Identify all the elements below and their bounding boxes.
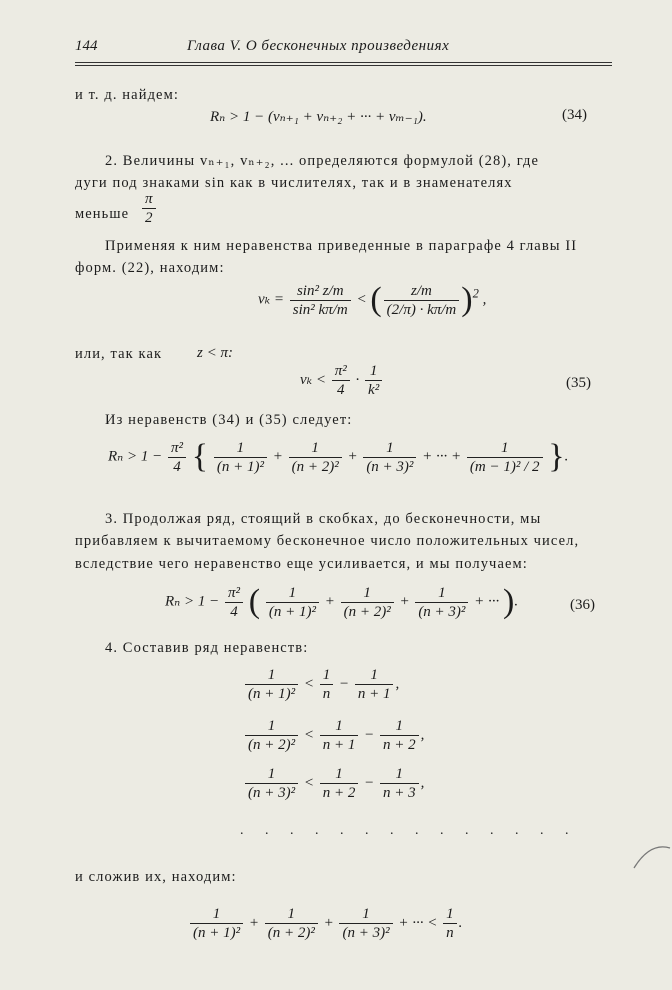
inequality-row: $\frac{1}{\text{(n + 2)²}}$ < $\frac{1}{n + 1}$ − $\frac{1}{n + 2}$ , <box>243 717 424 754</box>
text-line: или, так как <box>75 346 163 362</box>
page-number: 144 <box>75 38 98 54</box>
fraction-pi-2: $\frac{\pi}{2}$ <box>140 190 158 227</box>
running-header <box>75 38 615 60</box>
paragraph-3-line-2: форм. (22), находим: <box>75 260 225 276</box>
equation-35: vₖ < $\frac{\text{π²}}{4}$ · $\frac{1}{\text{k²}}$ <box>300 362 384 399</box>
header-rule-2 <box>75 65 612 66</box>
paragraph-2-line-2: дуги под знаками sin как в числителях, так и в знаменателях <box>75 175 513 191</box>
equation-big-bound: Rₙ > 1 − $\frac{\text{π²}}{4}$ { $\frac{1}{\text{(n + 1)²}}$ + $\frac{1}{\text{(n + 2)²}}$ + $\frac{1}{\text{(n + 3)²}}$ + ··· + $\frac{1}{\text{(m − 1)² / 2}}$ }. <box>108 438 569 475</box>
inline-condition: z < π: <box>197 345 233 361</box>
paragraph-3-line-1: Применяя к ним неравенства приведенные в параграфе 4 главы II <box>105 238 578 254</box>
paragraph-2-line-1: 2. Величины vₙ₊₁, vₙ₊₂, ... определяются формулой (28), где <box>105 153 540 169</box>
inequality-row: $\frac{1}{\text{(n + 1)²}}$ < $\frac{1}{n}$ − $\frac{1}{n + 1}$ , <box>243 666 399 703</box>
equation-36: Rₙ > 1 − $\frac{\text{π²}}{4}$ ( $\frac{1}{\text{(n + 1)²}}$ + $\frac{1}{\text{(n + 2)²}}$ + $\frac{1}{\text{(n + 3)²}}$ + ··· ). <box>165 583 519 620</box>
equation-final: $\frac{1}{\text{(n + 1)²}}$ + $\frac{1}{\text{(n + 2)²}}$ + $\frac{1}{\text{(n + 3)²}}$ + ··· < $\frac{1}{n}$ . <box>188 905 462 942</box>
running-title: Глава V. О бесконечных произведениях <box>187 38 450 54</box>
text-line: и т. д. найдем: <box>75 87 179 103</box>
header-rule <box>75 62 612 63</box>
paragraph-4-line-1: 3. Продолжая ряд, стоящий в скобках, до бесконечности, мы <box>105 511 542 527</box>
paragraph-2-line-3: меньше <box>75 206 130 222</box>
continuation-dots: . . . . . . . . . . . . . . <box>240 823 578 838</box>
paragraph-5-line-1: 4. Составив ряд неравенств: <box>105 640 309 656</box>
equation-label: (36) <box>570 597 595 613</box>
inequality-row: $\frac{1}{\text{(n + 3)²}}$ < $\frac{1}{n + 2}$ − $\frac{1}{n + 3}$ , <box>243 765 424 802</box>
paragraph-4-line-3: вследствие чего неравенство еще усиливается, и мы получаем: <box>75 556 528 572</box>
equation-vk: vₖ = $\frac{\text{sin² z/m}}{\text{sin² kπ/m}}$ < ( $\frac{z/m}{(2/\pi) \cdot k\pi/m}$ )$^2$ , <box>258 281 487 318</box>
equation-label: (34) <box>562 107 587 123</box>
equation-34: Rₙ > 1 − (vₙ₊₁ + vₙ₊₂ + ··· + vₘ₋₁). <box>210 109 427 125</box>
margin-mark <box>632 838 672 878</box>
text-line: и сложив их, находим: <box>75 869 237 885</box>
text-line: Из неравенств (34) и (35) следует: <box>105 412 353 428</box>
equation-label: (35) <box>566 375 591 391</box>
paragraph-4-line-2: прибавляем к вычитаемому бесконечное число положительных чисел, <box>75 533 580 549</box>
